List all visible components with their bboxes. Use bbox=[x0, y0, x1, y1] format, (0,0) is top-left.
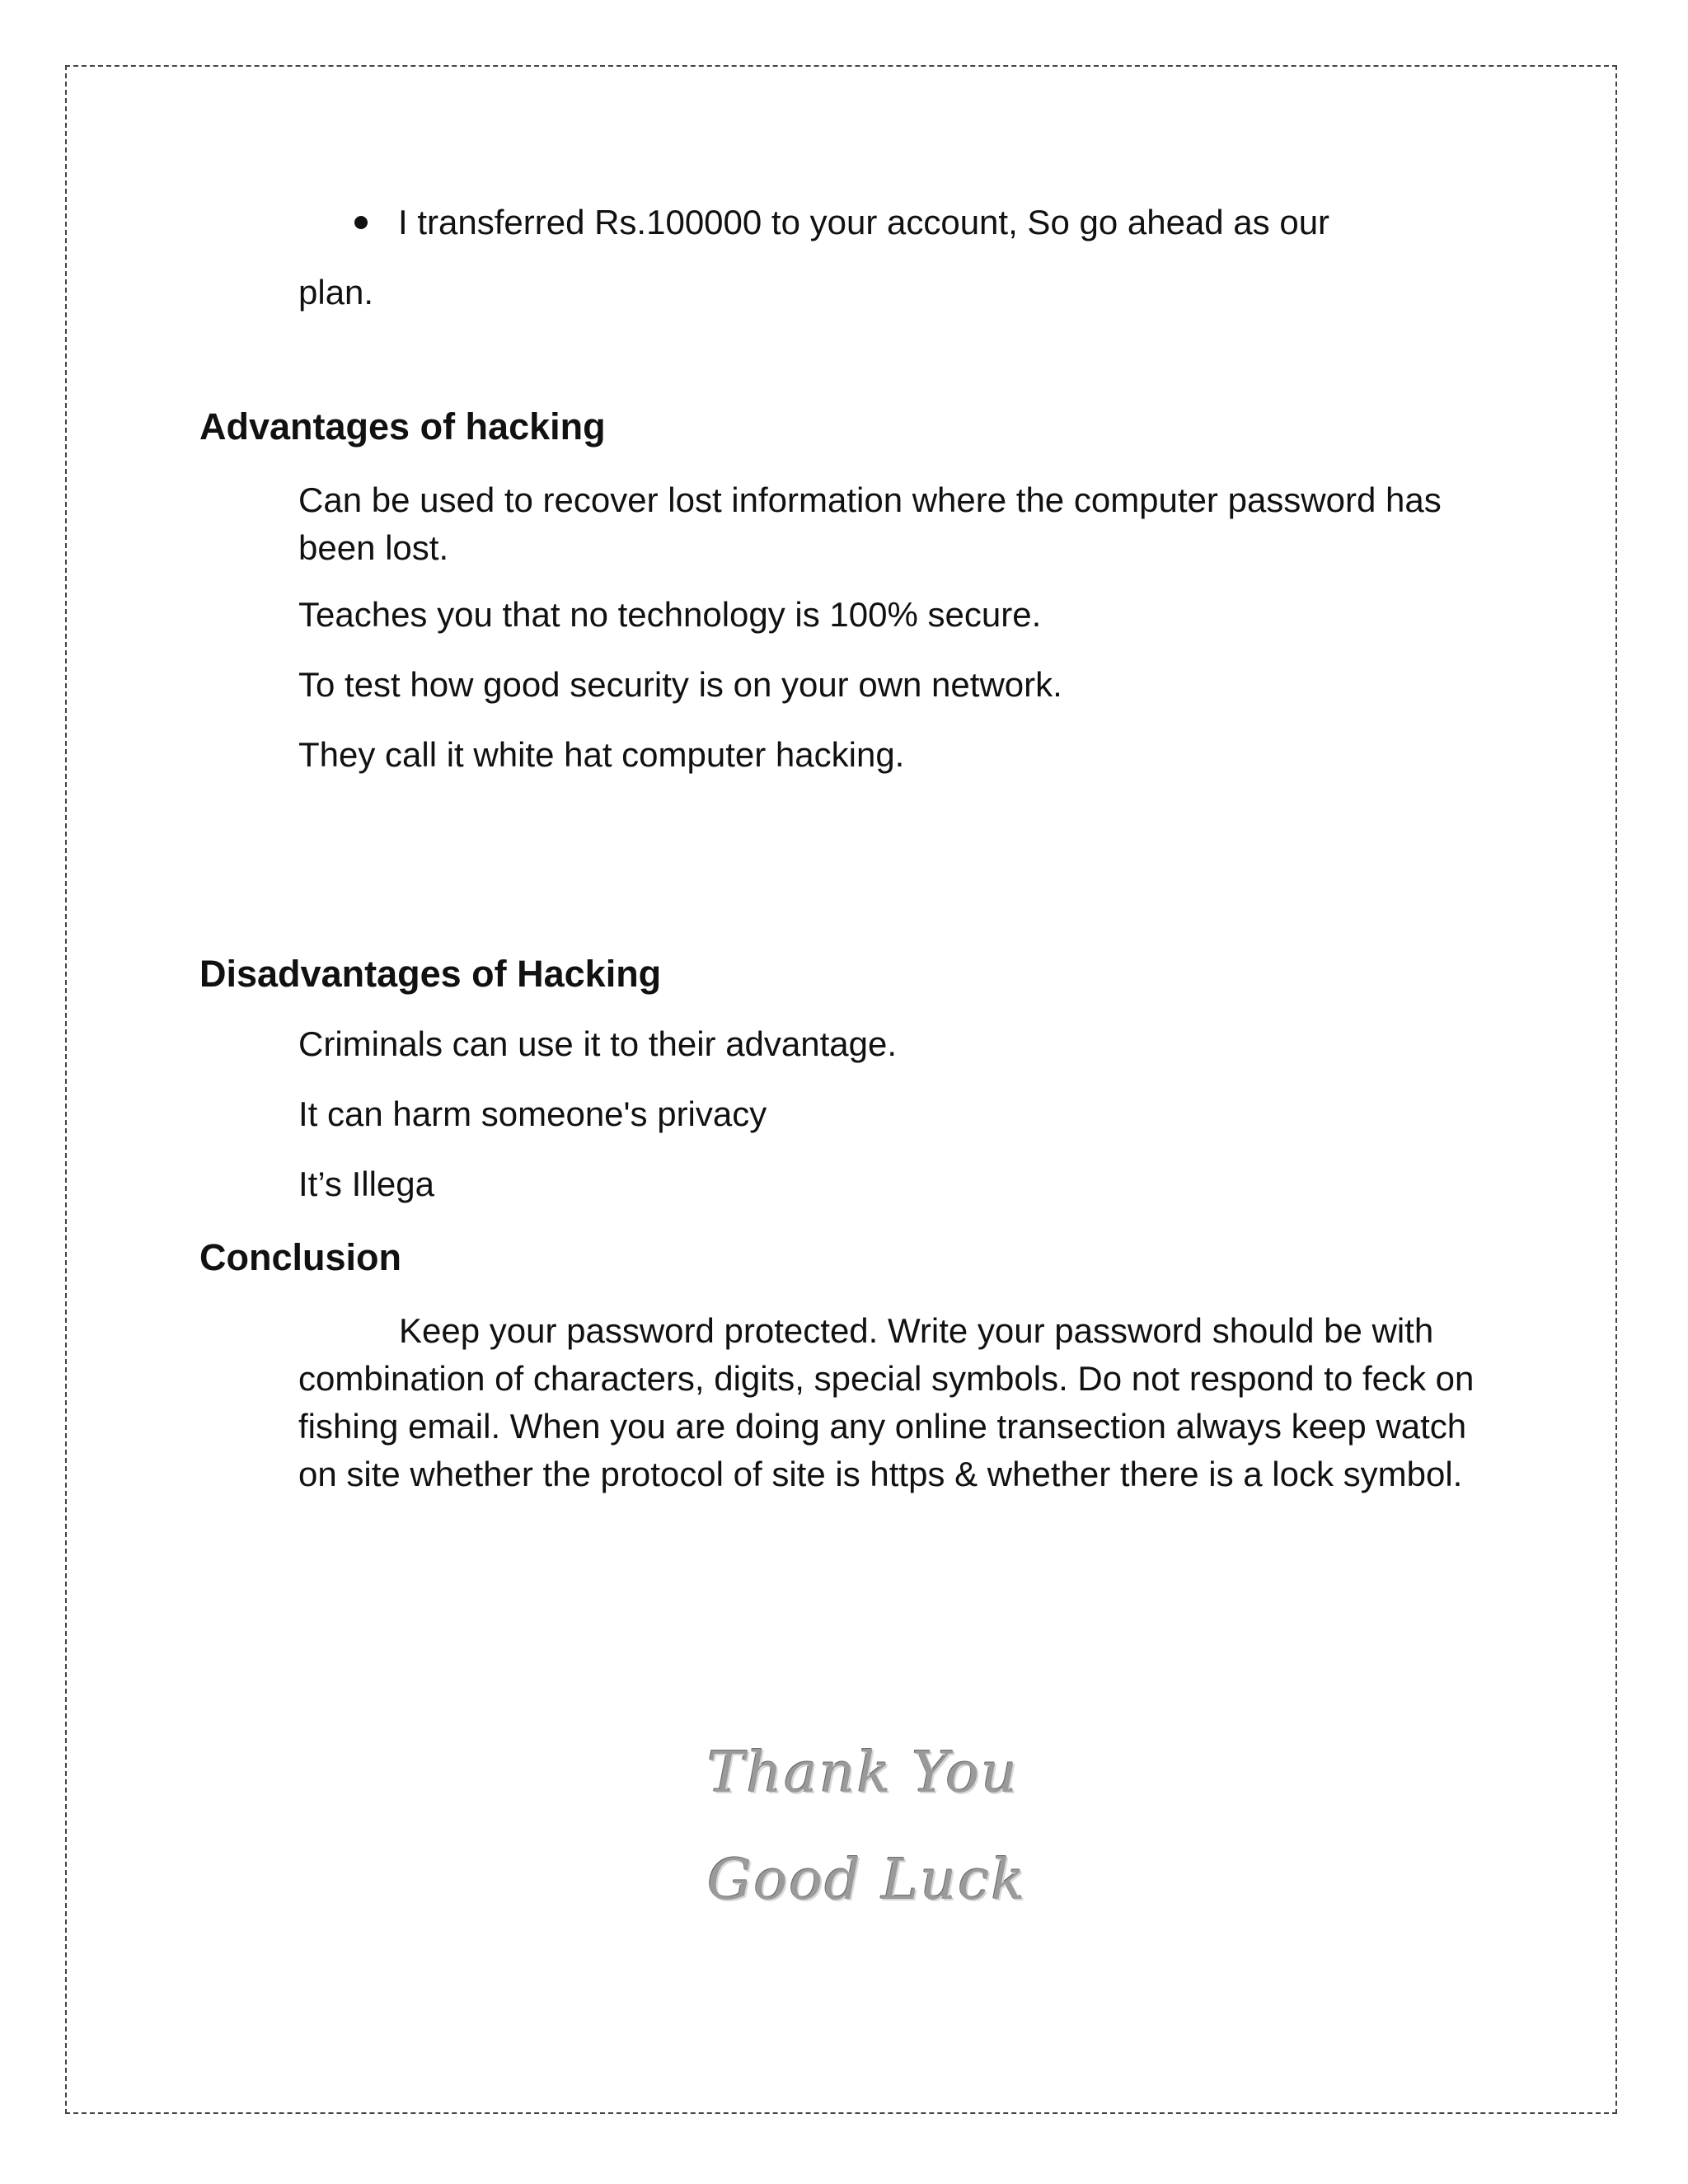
good-luck-text: Good Luck bbox=[707, 1848, 1027, 1913]
bullet-text-line1: I transferred Rs.100000 to your account, So go ahead as our bbox=[398, 203, 1330, 241]
bullet-text-line2: plan. bbox=[298, 273, 374, 312]
conclusion-heading: Conclusion bbox=[199, 1236, 401, 1278]
disadvantages-heading: Disadvantages of Hacking bbox=[199, 953, 662, 995]
advantage-item: Can be used to recover lost information where the computer password has been lost. bbox=[298, 480, 1442, 567]
advantage-item: They call it white hat computer hacking. bbox=[298, 735, 905, 774]
advantage-item: To test how good security is on your own network. bbox=[298, 665, 1062, 704]
disadvantage-item: Criminals can use it to their advantage. bbox=[298, 1024, 898, 1063]
page-border bbox=[65, 65, 1617, 2114]
disadvantage-item: It can harm someone's privacy bbox=[298, 1094, 767, 1133]
advantages-heading: Advantages of hacking bbox=[199, 405, 606, 448]
bullet-icon bbox=[354, 216, 368, 229]
advantage-item: Teaches you that no technology is 100% secure. bbox=[298, 595, 1042, 634]
thank-you-text: Thank You bbox=[707, 1741, 1020, 1806]
conclusion-text: Keep your password protected. Write your password should be with combination of characters, digits, special symbols. Do not respond to feck on fishing email. When you are doing any online transection always keep watch on site whether the protocol of site is https & whether there is a lock symbol. bbox=[298, 1311, 1475, 1493]
disadvantage-item: It’s Illega bbox=[298, 1165, 434, 1203]
